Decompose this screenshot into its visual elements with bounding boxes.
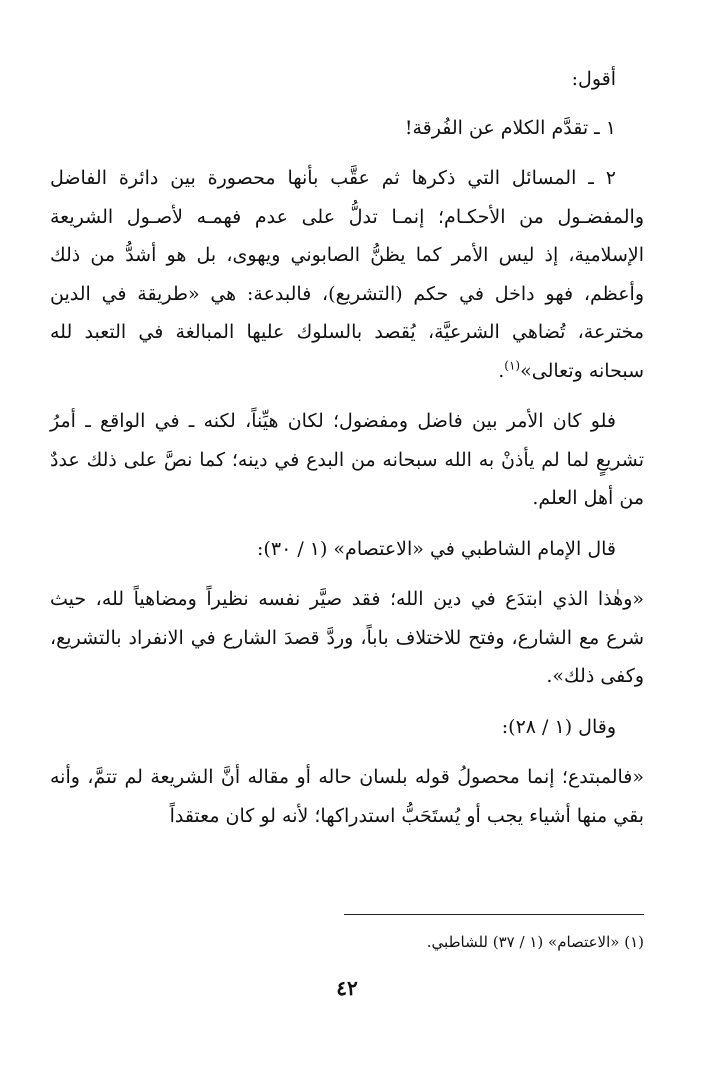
page-number: ٤٢ [336, 976, 358, 1000]
paragraph-wa-qala: وقال (١ / ٢٨): [501, 715, 616, 738]
footnote-reference: (١) [504, 358, 521, 373]
paragraph-point-2 [50, 159, 644, 390]
paragraph-shatibi-intro: قال الإمام الشاطبي في «الاعتصام» (١ / ٣٠): [257, 537, 616, 560]
paragraph-point-2-text: ٢ ـ المسائل التي ذكرها ثم عقَّب بأنها محصورة بين دائرة الفاضل والمفضـول من الأحكـام؛ إنمـا تدلُّ على عدم فهمـه لأصـول الشريعة الإسلامية، إذ ليس الأمر كما يظنُّ الصابوني ويهوى، بل هو أشدُّ من ذلك وأعظم، فهو داخل في حكم (التشريع)، فالبدعة: هي «طريقة في الدين مخترعة، تُضاهي الشرعيَّة، يُقصد بالسلوك عليها المبالغة في التعبد لله سبحانه وتعالى» [50, 167, 644, 382]
footnote-separator [344, 914, 644, 915]
paragraph-aqulu: أقول: [571, 68, 616, 90]
quote-shatibi-2: «فالمبتدع؛ إنما محصولُ قوله بلسان حاله أو مقاله أنَّ الشريعة لم تتمَّ، وأنه بقي منها أشياء يجب أو يُستَحَبُّ استدراكها؛ لأنه لو كان معتقداً [50, 766, 644, 827]
page-body [50, 60, 644, 1060]
paragraph-point-1: ١ ـ تقدَّم الكلام عن الفُرقة! [404, 116, 616, 139]
paragraph-point-2-end: . [498, 359, 505, 382]
paragraph-law-kana: فلو كان الأمر بين فاضل ومفضول؛ لكان هيِّناً، لكنه ـ في الواقع ـ أمرُ تشريعٍ لما لم يأذنْ به الله سبحانه من البدع في دينه؛ كما نصَّ على ذلك عددٌ من أهل العلم. [50, 410, 644, 509]
quote-shatibi-1: «وهٰذا الذي ابتدَع في دين الله؛ فقد صيَّر نفسه نظيراً ومضاهياً لله، حيث شرع مع الشارع، وفتح للاختلاف باباً، وردَّ قصدَ الشارع في الانفراد بالتشريع، وكفى ذلك». [50, 588, 644, 687]
footnote: (١) «الاعتصام» (١ / ٣٧) للشاطبي. [426, 933, 644, 951]
